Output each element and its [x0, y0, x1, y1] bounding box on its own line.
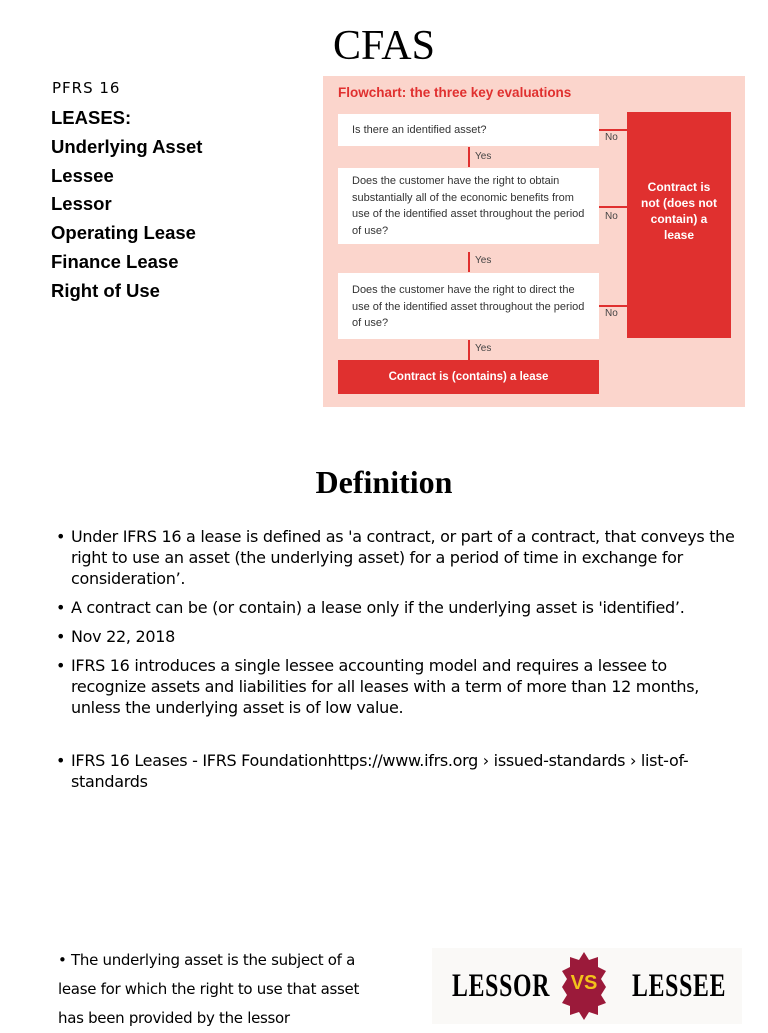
definition-list: [56, 526, 746, 800]
lessor-vs-lessee-banner: [432, 948, 742, 1024]
section-heading: Definition: [315, 464, 453, 500]
lessee-label: LESSEE: [632, 968, 727, 1004]
question-identified-asset: Is there an identified asset?: [338, 114, 599, 146]
term-item: Right of Use: [51, 279, 160, 301]
term-item: Operating Lease: [51, 222, 196, 244]
outcome-not-lease: [627, 112, 731, 338]
bullet-item: • A contract can be (or contain) a lease only if the underlying asset is 'identified’.: [56, 597, 746, 618]
bullet-item: • Under IFRS 16 a lease is defined as 'a contract, or part of a contract, that conveys the right to use an asset (the underlying asset) for a period of time in exchange for consideration’.: [56, 526, 746, 589]
connector-line: [599, 305, 627, 307]
connector-line: [468, 252, 470, 272]
no-label: No: [605, 308, 618, 319]
standard-label: PFRS 16: [52, 79, 121, 97]
connector-line: [468, 340, 470, 360]
terms-list: [51, 104, 202, 306]
connector-line: [599, 206, 627, 208]
term-item: Lessor: [51, 193, 112, 215]
term-item: Underlying Asset: [51, 135, 203, 157]
bullet-item: • IFRS 16 Leases - IFRS Foundationhttps://www.ifrs.org › issued-standards › list-of-standards: [56, 750, 746, 792]
lessor-label: LESSOR: [452, 968, 551, 1004]
underlying-asset-text: The underlying asset is the subject of a lease for which the right to use that asset has been provided by the lessor: [58, 951, 360, 1027]
outcome-is-lease: Contract is (contains) a lease: [338, 360, 599, 394]
term-item: LEASES:: [51, 107, 132, 128]
page-title: CFAS: [333, 23, 435, 69]
question-direct-use: Does the customer have the right to direct the use of the identified asset throughout the period of use?: [338, 273, 599, 339]
term-item: Lessee: [51, 164, 114, 186]
underlying-asset-note: • The underlying asset is the subject of a lease for which the right to use that asset has been provided by the lessor: [58, 951, 360, 1027]
no-label: No: [605, 211, 618, 222]
lease-flowchart: [323, 76, 745, 407]
yes-label: Yes: [475, 151, 492, 162]
outcome-not-lease-label: Contract is not (does not contain) a lease: [641, 180, 717, 242]
yes-label: Yes: [475, 343, 492, 354]
bullet-item: • IFRS 16 introduces a single lessee accounting model and requires a lessee to recognize assets and liabilities for all leases with a term of more than 12 months, unless the underlying asset is of low value.: [56, 655, 746, 718]
yes-label: Yes: [475, 255, 492, 266]
flowchart-title: Flowchart: the three key evaluations: [338, 85, 572, 100]
vs-label: VS: [570, 972, 598, 994]
connector-line: [468, 147, 470, 167]
question-economic-benefits: Does the customer have the right to obtain substantially all of the economic benefits from use of the identified asset throughout the period of use?: [338, 168, 599, 244]
connector-line: [599, 129, 627, 131]
bullet-item: • Nov 22, 2018: [56, 626, 746, 647]
no-label: No: [605, 132, 618, 143]
term-item: Finance Lease: [51, 250, 179, 272]
